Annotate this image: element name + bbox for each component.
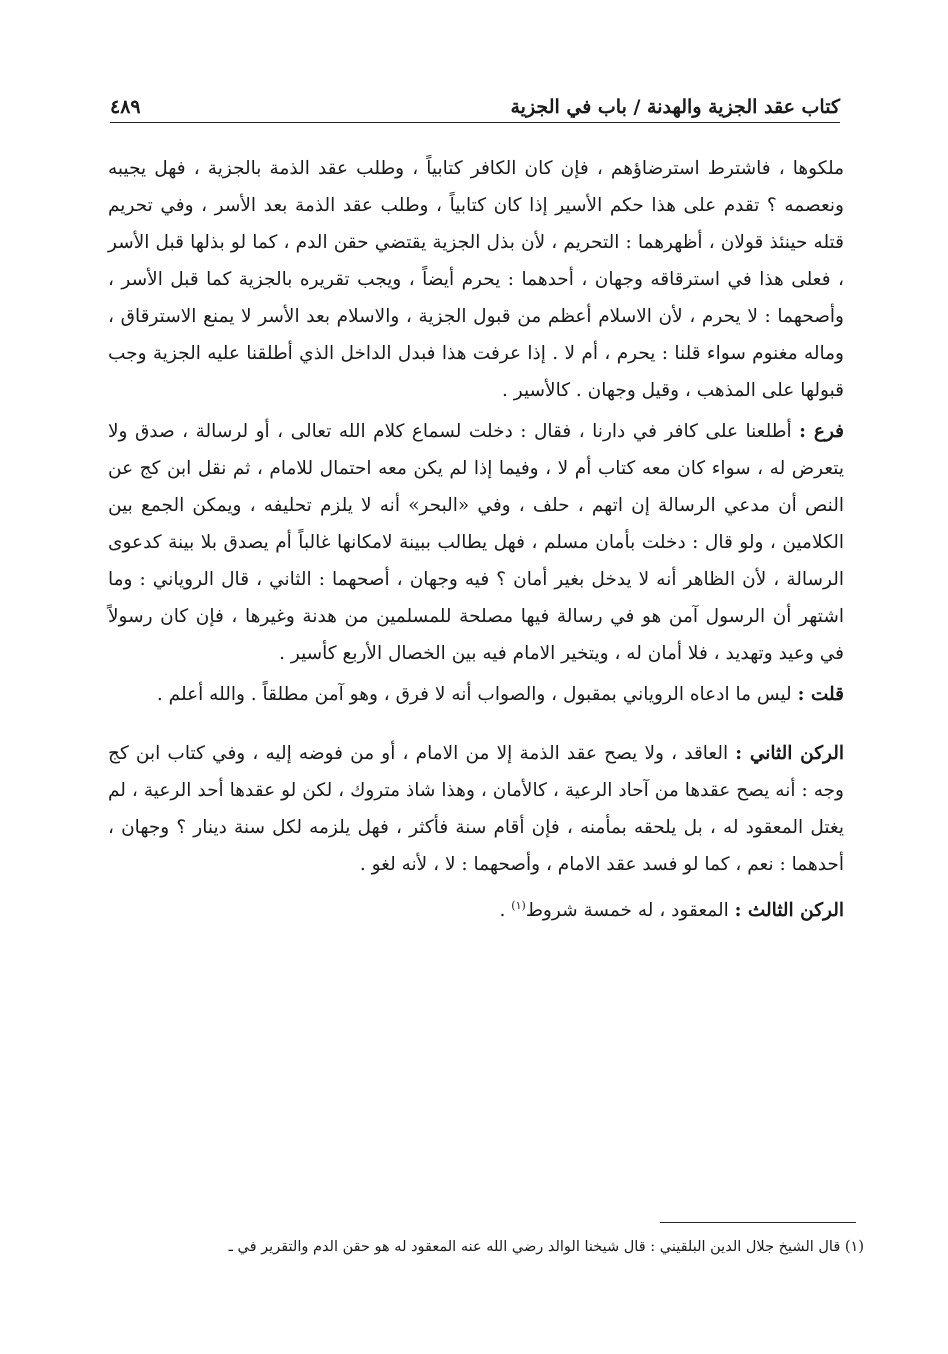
page-number: ٤٨٩ — [110, 96, 141, 118]
paragraph-rukn-2 — [108, 735, 844, 883]
footnote-divider — [660, 1222, 856, 1223]
paragraph-tail: . — [499, 900, 512, 922]
paragraph-text: ليس ما ادعاه الروياني بمقبول ، والصواب أنه لا فرق ، وهو آمن مطلقاً . والله أعلم . — [156, 684, 798, 705]
paragraph-text: العاقد ، ولا يصح عقد الذمة إلا من الامام ، أو من فوضه إليه ، وفي كتاب ابن كج وجه : أنه يصح عقدها من آحاد الرعية ، كالأمان ، وهذا شاذ متروك ، لكن لو عقدها أحد الرعية ، لم يغتل المعقود له ، بل يلحقه بمأمنه ، فإن أقام سنة فأكثر ، فهل يلزمه لكل سنة دينار ؟ وجهان ، أحدهما : نعم ، كما لو فسد عقد الامام ، وأصحهما : لا ، لأنه لغو . — [108, 743, 844, 875]
section-lead: الركن الثاني : — [735, 743, 844, 764]
main-text — [108, 150, 844, 929]
paragraph-text: المعقود ، له خمسة شروط — [525, 900, 735, 922]
running-header — [110, 88, 840, 123]
header-title: كتاب عقد الجزية والهدنة / باب في الجزية — [510, 96, 840, 118]
paragraph-rukn-3 — [108, 887, 844, 929]
section-lead: الركن الثالث : — [734, 900, 844, 922]
paragraph-text: ملكوها ، فاشترط استرضاؤهم ، فإن كان الكافر كتابياً ، وطلب عقد الذمة بالجزية ، فهل يجيبه ونعصمه ؟ تقدم على هذا حكم الأسير إذا كان كتابياً ، وطلب عقد الذمة بعد الأسر ، وفي تحريم قتله حينئذ قولان ، أظهرهما : التحريم ، لأن بذل الجزية يقتضي حقن الدم ، كما لو بذلها قبل الأسر ، فعلى هذا في استرقاقه وجهان ، أحدهما : يحرم أيضاً ، ويجب تقريره بالجزية كما قبل الأسر ، وأصحهما : لا يحرم ، لأن الاسلام أعظم من قبول الجزية ، والاسلام بعد الأسر لا يمنع الاسترقاق ، وماله مغنوم سواء قلنا : يحرم ، أم لا . إذا عرفت هذا فبدل الداخل الذي أطلقنا عليه الجزية وجب قبولها على المذهب ، وقيل وجهان . كالأسير . — [108, 158, 844, 401]
paragraph-qult — [108, 676, 844, 713]
paragraph-text: أطلعنا على كافر في دارنا ، فقال : دخلت لسماع كلام الله تعالى ، أو لرسالة ، صدق ولا يتعرض له ، سواء كان معه كتاب أم لا ، وفيما إذا لم يكن معه احتمال للامام ، ثم نقل ابن كج عن النص أن مدعي الرسالة إن اتهم ، حلف ، وفي «البحر» أنه لا يلزم تحليفه ، ويمكن الجمع بين الكلامين ، ولو قال : دخلت بأمان مسلم ، فهل يطالب ببينة لامكانها غالباً أم يصدق بلا بينة كدعوى الرسالة ، لأن الظاهر أنه لا يدخل بغير أمان ؟ فيه وجهان ، أصحهما : الثاني ، قال الروياني : وما اشتهر أن الرسول آمن هو في رسالة فيها مصلحة للمسلمين من هدنة وغيرها ، فإن كان رسولاً في وعيد وتهديد ، فلا أمان له ، ويتخير الامام فيه بين الخصال الأربع كأسير . — [108, 421, 844, 664]
paragraph-far — [108, 413, 844, 672]
section-lead: فرع : — [799, 421, 845, 442]
paragraph-1 — [108, 150, 844, 409]
footnote-marker: (١) — [511, 899, 526, 912]
footnote: (١) قال الشيخ جلال الدين البلقيني : قال شيخنا الوالد رضي الله عنه المعقود له هو حقن الدم والتقرير في ـ — [228, 1239, 864, 1255]
section-lead: قلت : — [797, 684, 844, 705]
